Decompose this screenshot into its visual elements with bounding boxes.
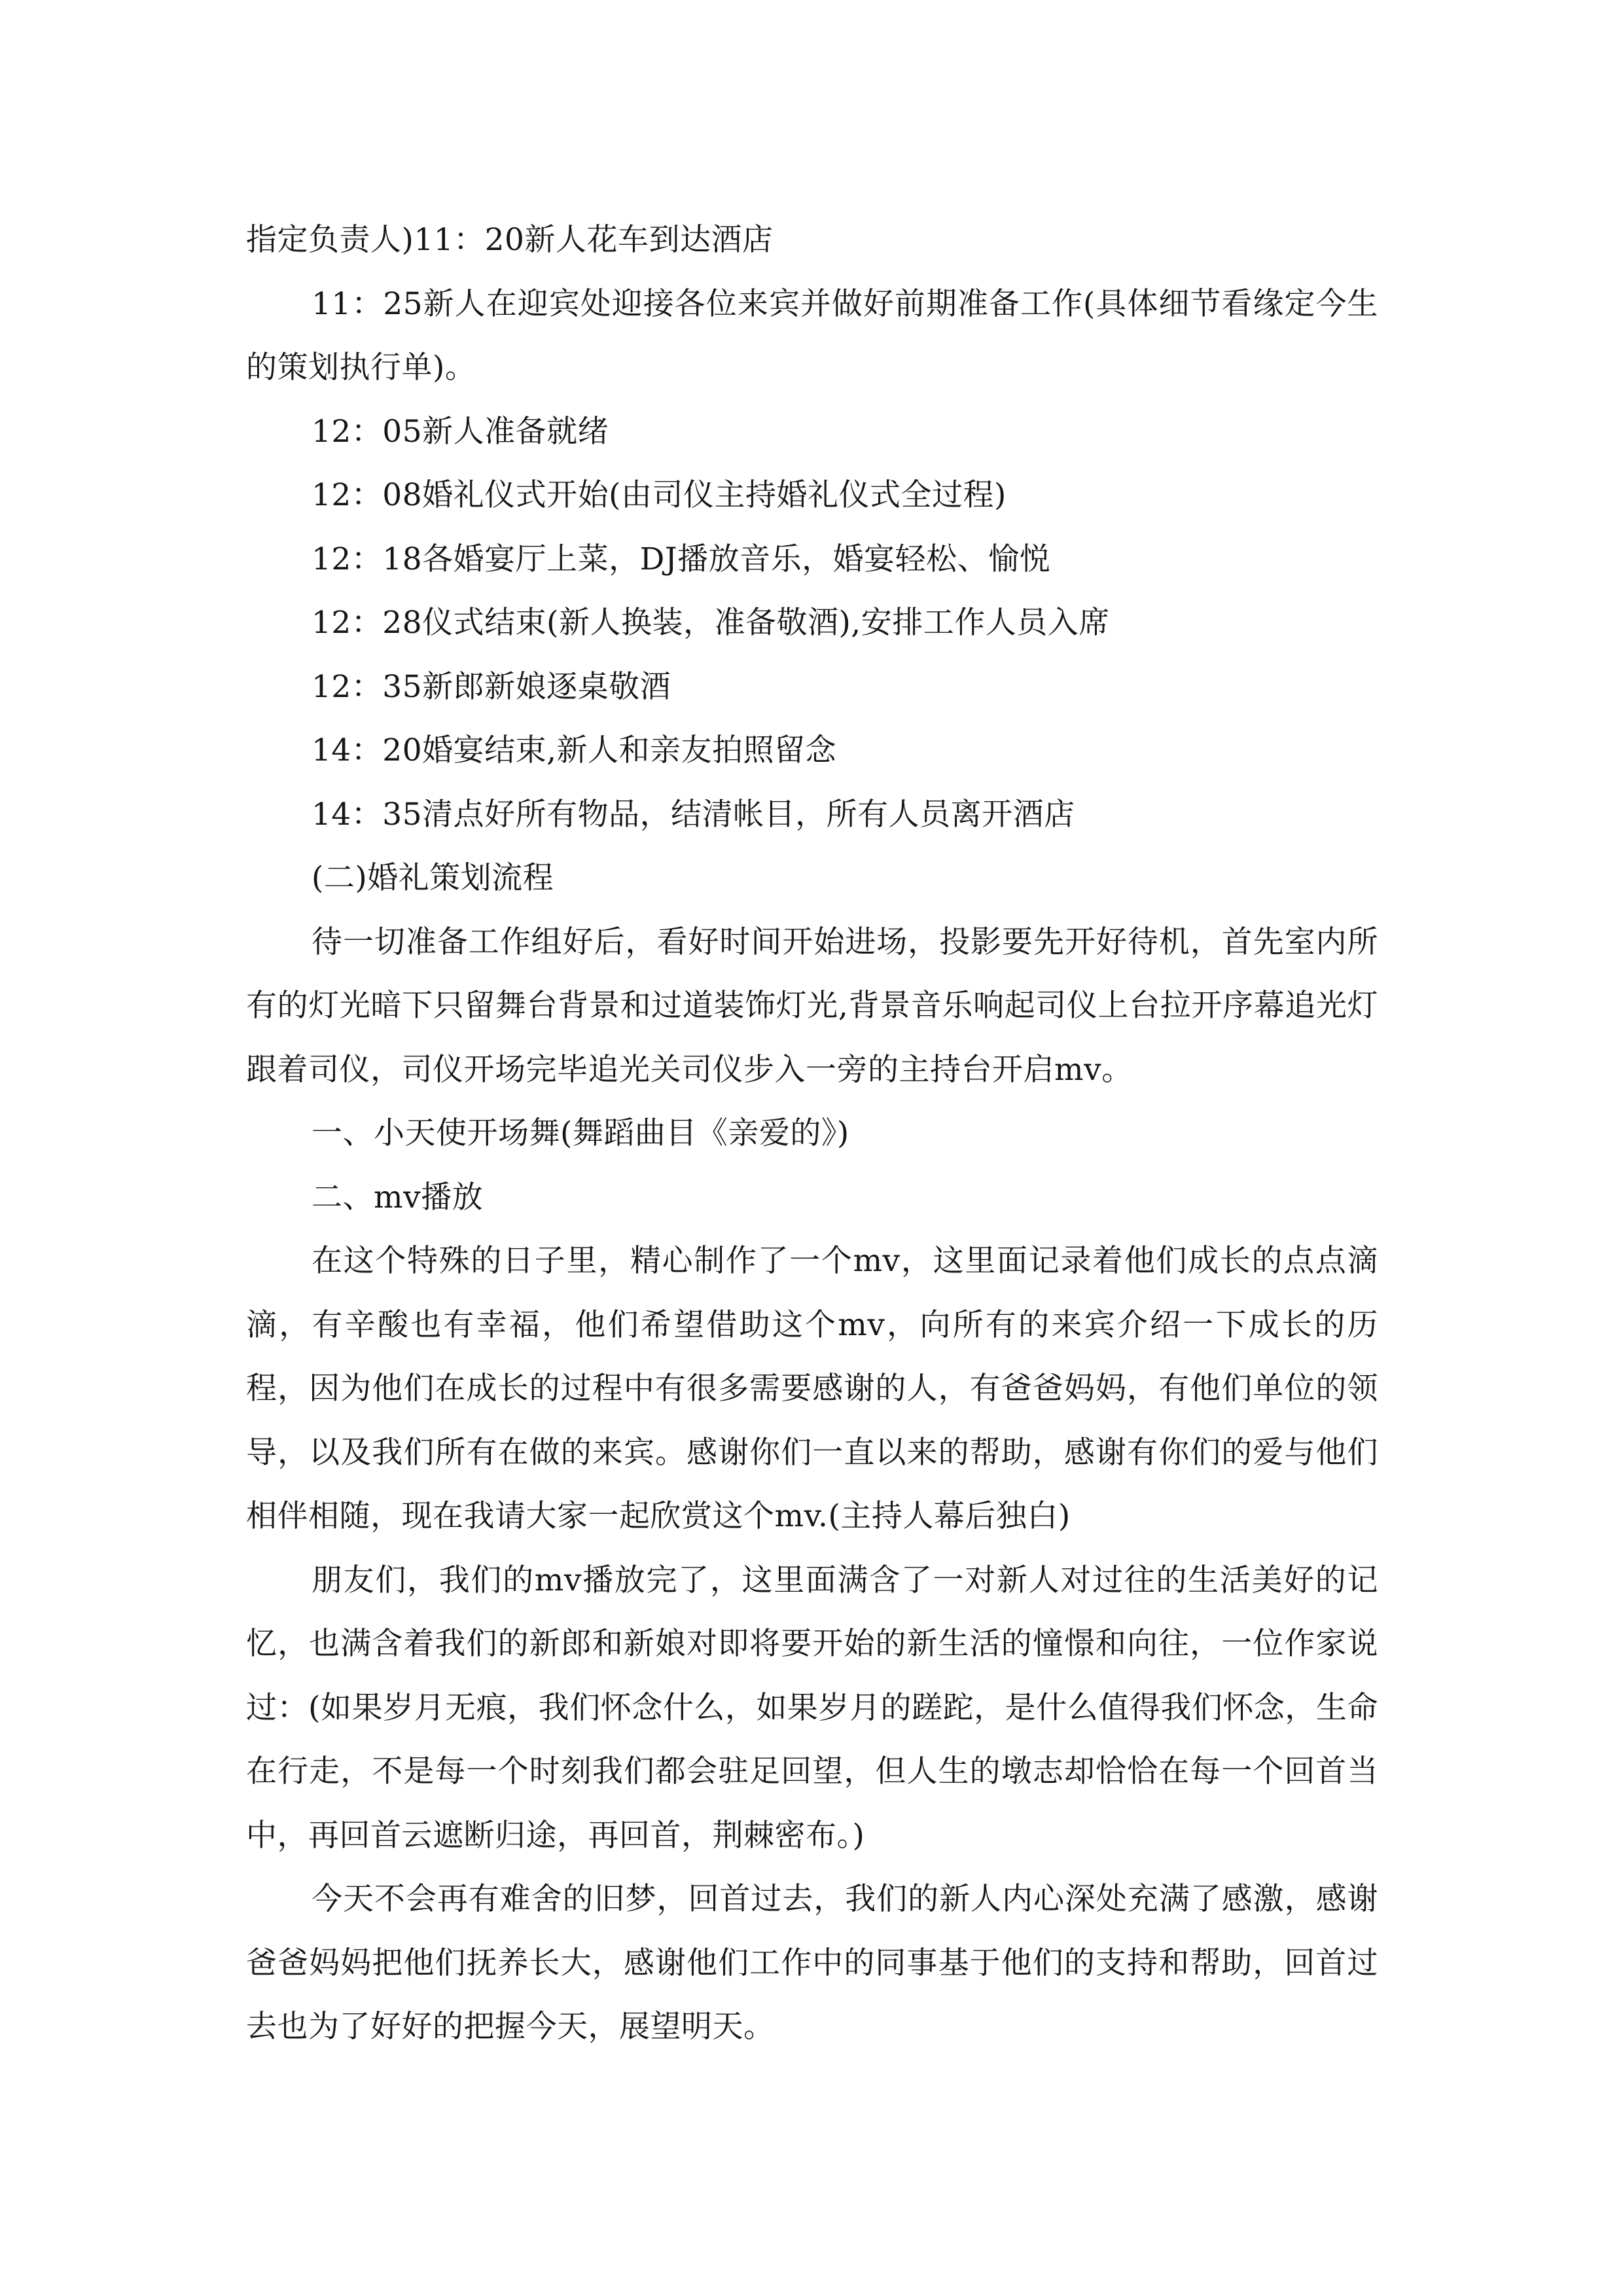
document-page	[246, 208, 1378, 2059]
item-heading-1: 一、小天使开场舞(舞蹈曲目《亲爱的》)	[312, 1115, 849, 1151]
paragraph-schedule-1228: 12：28仪式结束(新人换装，准备敬酒),安排工作人员入席	[312, 605, 1110, 641]
paragraph-schedule-1235: 12：35新郎新娘逐桌敬酒	[312, 668, 671, 705]
paragraph-schedule-1420: 14：20婚宴结束,新人和亲友拍照留念	[312, 732, 837, 768]
section-heading: (二)婚礼策划流程	[312, 860, 554, 896]
paragraph-schedule-1208: 12：08婚礼仪式开始(由司仪主持婚礼仪式全过程)	[312, 477, 1007, 513]
paragraph-schedule-1125: 11：25新人在迎宾处迎接各位来宾并做好前期准备工作(具体细节看缘定今生的策划执行单)。	[246, 285, 1378, 386]
item-heading-2: 二、mv播放	[312, 1179, 484, 1215]
paragraph-schedule-1205: 12：05新人准备就绪	[312, 413, 609, 450]
paragraph-schedule-1218: 12：18各婚宴厅上菜，DJ播放音乐，婚宴轻松、愉悦	[312, 541, 1051, 577]
paragraph-mv-intro: 在这个特殊的日子里，精心制作了一个mv，这里面记录着他们成长的点点滴滴，有辛酸也有幸福，他们希望借助这个mv，向所有的来宾介绍一下成长的历程，因为他们在成长的过程中有很多需要感谢的人，有爸爸妈妈，有他们单位的领导，以及我们所有在做的来宾。感谢你们一直以来的帮助，感谢有你们的爱与他们相伴相随，现在我请大家一起欣赏这个mv.(主持人幕后独白)	[246, 1243, 1378, 1534]
paragraph-today: 今天不会再有难舍的旧梦，回首过去，我们的新人内心深处充满了感激，感谢爸爸妈妈把他们抚养长大，感谢他们工作中的同事基于他们的支持和帮助，回首过去也为了好好的把握今天，展望明天。	[246, 1881, 1378, 2045]
paragraph-continuation: 指定负责人)11：20新人花车到达酒店	[246, 222, 774, 258]
paragraph-opening: 待一切准备工作组好后，看好时间开始进场，投影要先开好待机，首先室内所有的灯光暗下只留舞台背景和过道装饰灯光,背景音乐响起司仪上台拉开序幕追光灯跟着司仪，司仪开场完毕追光关司仪步入一旁的主持台开启mv。	[246, 924, 1378, 1088]
paragraph-schedule-1435: 14：35清点好所有物品，结清帐目，所有人员离开酒店	[312, 796, 1075, 833]
paragraph-mv-after: 朋友们，我们的mv播放完了，这里面满含了一对新人对过往的生活美好的记忆，也满含着我们的新郎和新娘对即将要开始的新生活的憧憬和向往，一位作家说过：(如果岁月无痕，我们怀念什么，如果岁月的蹉跎，是什么值得我们怀念，生命在行走，不是每一个时刻我们都会驻足回望，但人生的墩志却恰恰在每一个回首当中，再回首云遮断归途，再回首，荆棘密布。)	[246, 1562, 1378, 1854]
